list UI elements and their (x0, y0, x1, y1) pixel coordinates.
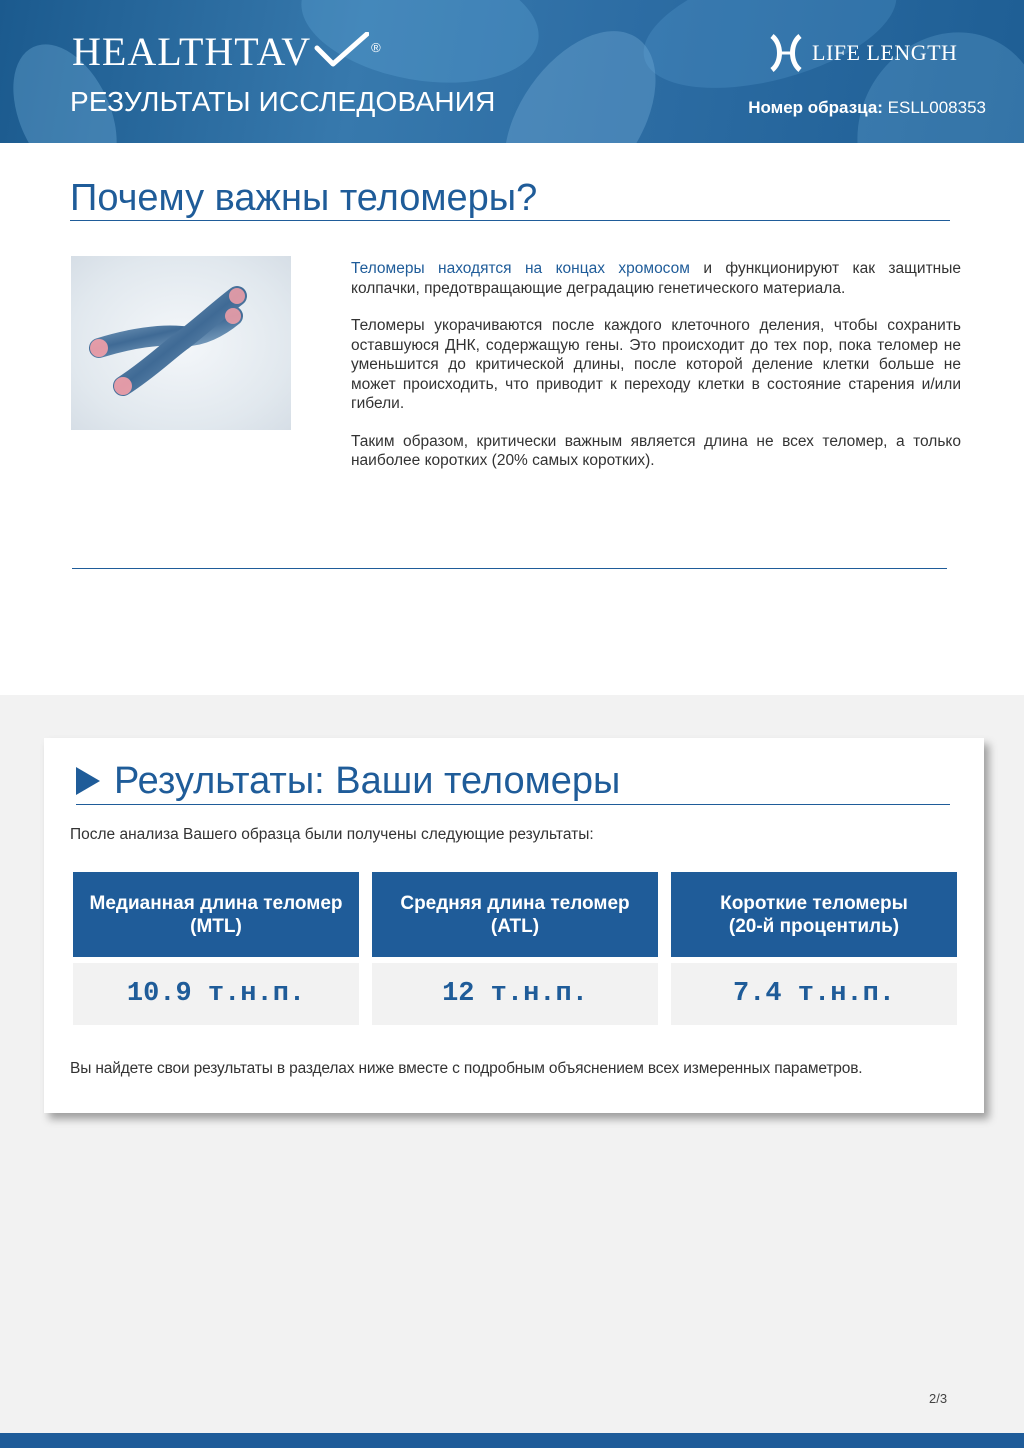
sample-label: Номер образца: (748, 98, 883, 117)
section-title: Почему важны теломеры? (70, 176, 950, 221)
metric-value: 7.4 т.н.п. (671, 963, 957, 1025)
lifelength-emblem-icon (768, 34, 804, 72)
lifelength-logo (768, 34, 957, 72)
results-title: Результаты: Ваши теломеры (114, 760, 621, 802)
metric-value: 10.9 т.н.п. (73, 963, 359, 1025)
lifelength-logo-text: LIFE LENGTH (812, 40, 958, 65)
report-title: РЕЗУЛЬТАТЫ ИССЛЕДОВАНИЯ (70, 86, 496, 117)
metric-abbrev: (ATL) (490, 915, 540, 937)
intro-paragraph-2: Теломеры укорачиваются после каждого клеточного деления, чтобы сохранить оставшуюся ДНК, содержащую гены. Это происходит до тех пор, пока теломер не уменьшится до критической длины, после которой деление клетки больше не может происходить, что приводит к переходу клетки в состояние старения и/или гибели. (351, 317, 961, 412)
page-number: 2/3 (929, 1391, 948, 1406)
results-intro: После анализа Вашего образца были получены следующие результаты: (70, 826, 594, 843)
intro-paragraph-1 (351, 259, 961, 298)
metric-value: 12 т.н.п. (372, 963, 658, 1025)
metric-label: Медианная длина теломер (89, 892, 343, 914)
healthtav-logo-text: HEALTHTAV (72, 29, 312, 74)
metric-header (671, 872, 957, 957)
results-note: Вы найдете свои результаты в разделах ниже вместе с подробным объяснением всех измеренных параметров. (70, 1060, 863, 1077)
footer-bar (0, 1433, 1024, 1448)
sample-id: ESLL008353 (887, 98, 986, 117)
registered-mark: ® (371, 40, 382, 55)
healthtav-logo (72, 30, 382, 74)
metric-abbrev: (MTL) (190, 915, 242, 937)
metric-label: Средняя длина теломер (400, 892, 630, 914)
metric-abbrev: (20-й процентиль) (728, 915, 900, 937)
metric-label: Короткие теломеры (720, 892, 908, 914)
chromosome-image (71, 256, 291, 430)
metric-mtl (73, 872, 359, 1025)
metric-header (73, 872, 359, 957)
section-divider (72, 568, 947, 569)
intro-paragraph-1-rest: и функционируют как защитные колпачки, предотвращающие деградацию генетического материала. (351, 260, 961, 297)
intro-paragraph-3: Таким образом, критически важным является длина не всех теломер, а только наиболее коротких (20% самых коротких). (351, 432, 961, 469)
telomere-intro-text (351, 259, 961, 489)
intro-highlight: Теломеры находятся на концах хромосом (351, 260, 690, 277)
play-triangle-icon (76, 767, 100, 795)
sample-number (748, 98, 986, 118)
metric-atl (372, 872, 658, 1025)
chromosome-illustration (71, 256, 291, 430)
results-card (44, 738, 984, 1113)
results-heading (76, 758, 950, 805)
metric-header (372, 872, 658, 957)
checkmark-icon (313, 32, 369, 68)
header-banner (0, 0, 1024, 143)
metrics-row (73, 872, 957, 1025)
metric-short-telomeres (671, 872, 957, 1025)
